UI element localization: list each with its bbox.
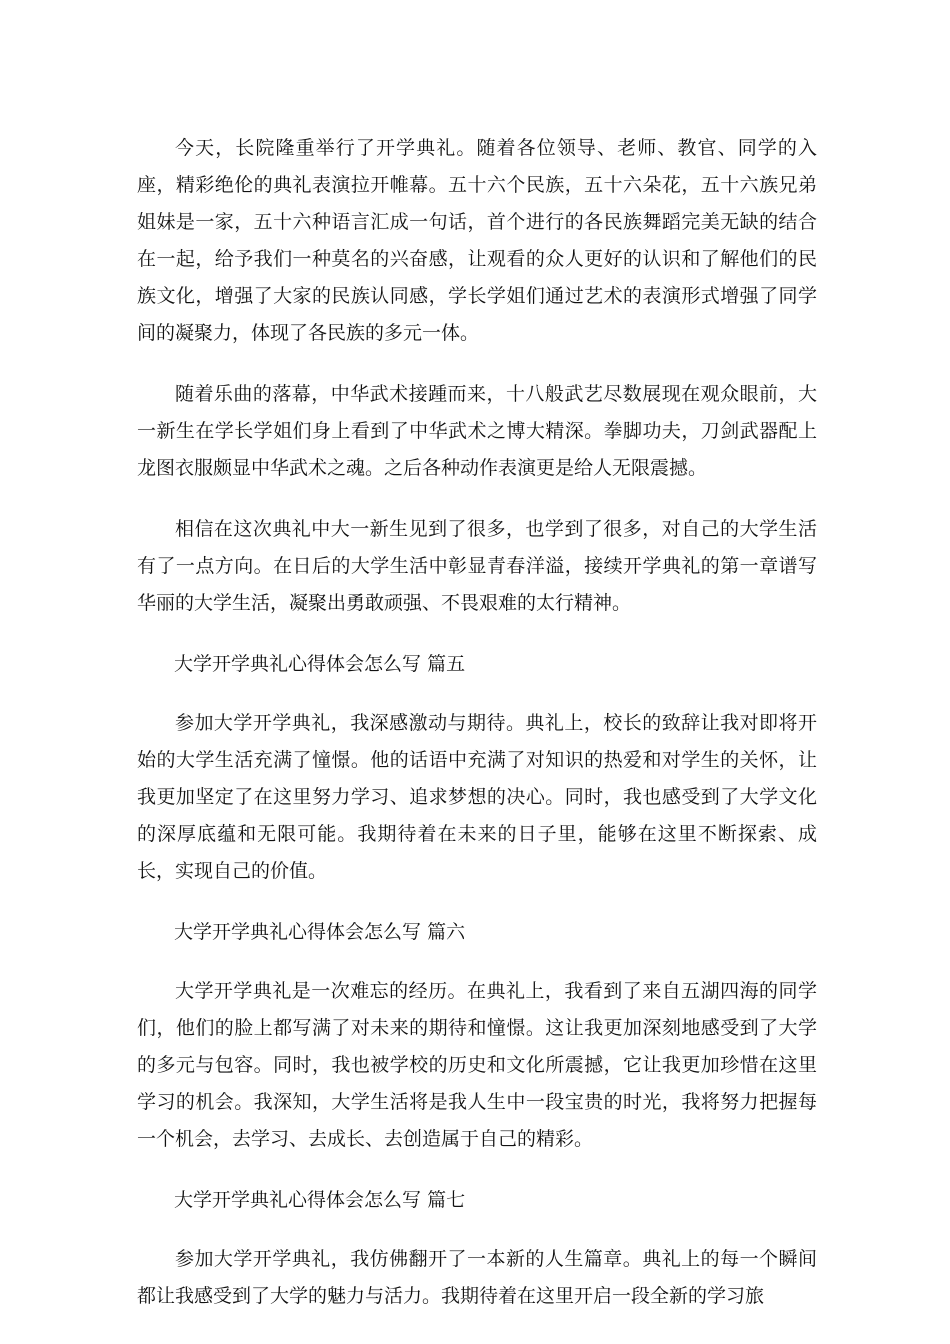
paragraph-conclusion: 相信在这次典礼中大一新生见到了很多，也学到了很多，对自己的大学生活有了一点方向。在日后的大学生活中彰显青春洋溢，接续开学典礼的第一章谱写华丽的大学生活，凝聚出勇敢顽强、不畏艰难的太行精神。	[137, 518, 817, 614]
paragraph-martial-arts: 随着乐曲的落幕，中华武术接踵而来，十八般武艺尽数展现在观众眼前，大一新生在学长学姐们身上看到了中华武术之博大精深。拳脚功夫，刀剑武器配上龙图衣服颇显中华武术之魂。之后各种动作表演更是给人无限震撼。	[137, 383, 817, 479]
paragraph-part-5: 参加大学开学典礼，我深感激动与期待。典礼上，校长的致辞让我对即将开始的大学生活充满了憧憬。他的话语中充满了对知识的热爱和对学生的关怀，让我更加坚定了在这里努力学习、追求梦想的决心。同时，我也感受到了大学文化的深厚底蕴和无限可能。我期待着在未来的日子里，能够在这里不断探索、成长，实现自己的价值。	[137, 712, 817, 882]
section-heading-part-5: 大学开学典礼心得体会怎么写 篇五	[174, 653, 466, 675]
paragraph-opening-ceremony: 今天，长院隆重举行了开学典礼。随着各位领导、老师、教官、同学的入座，精彩绝伦的典礼表演拉开帷幕。五十六个民族，五十六朵花，五十六族兄弟姐妹是一家，五十六种语言汇成一句话，首个进行的各民族舞蹈完美无缺的结合在一起，给予我们一种莫名的兴奋感，让观看的众人更好的认识和了解他们的民族文化，增强了大家的民族认同感，学长学姐们通过艺术的表演形式增强了同学间的凝聚力，体现了各民族的多元一体。	[137, 137, 817, 344]
paragraph-part-7: 参加大学开学典礼，我仿佛翻开了一本新的人生篇章。典礼上的每一个瞬间都让我感受到了大学的魅力与活力。我期待着在这里开启一段全新的学习旅	[137, 1248, 817, 1307]
section-heading-part-7: 大学开学典礼心得体会怎么写 篇七	[174, 1189, 466, 1211]
section-heading-part-6: 大学开学典礼心得体会怎么写 篇六	[174, 921, 466, 943]
document-body	[137, 130, 817, 1339]
paragraph-part-6: 大学开学典礼是一次难忘的经历。在典礼上，我看到了来自五湖四海的同学们，他们的脸上都写满了对未来的期待和憧憬。这让我更加深刻地感受到了大学的多元与包容。同时，我也被学校的历史和文化所震撼，它让我更加珍惜在这里学习的机会。我深知，大学生活将是我人生中一段宝贵的时光，我将努力把握每一个机会，去学习、去成长、去创造属于自己的精彩。	[137, 980, 817, 1150]
